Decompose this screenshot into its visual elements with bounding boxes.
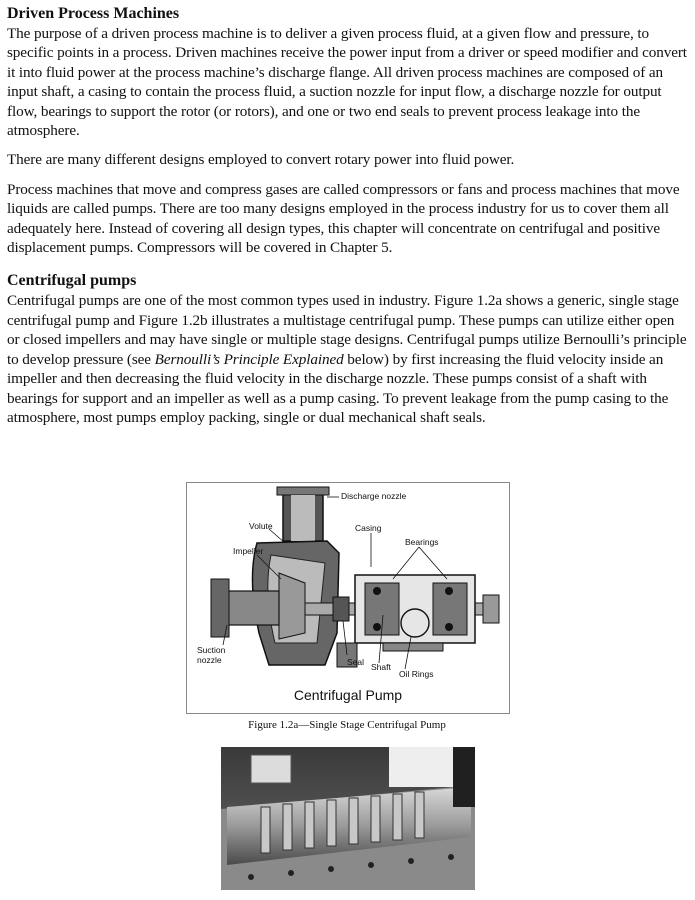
paragraph-purpose: The purpose of a driven process machine is to deliver a given process fluid, at a given flow and pressure, to specific points in a process. Driven machines receive the power input from a driver or speed modifier and convert it into fluid power at the process machine’s discharge flange. All driven process machines are composed of an input shaft, a casing to contain the process fluid, a suction nozzle for input flow, a discharge nozzle for output flow, bearings to support the rotor (or rotors), and one or two end seals to prevent process leakage into the atmosphere.: [7, 25, 687, 140]
paragraph-designs: There are many different designs employed to convert rotary power into fluid power.: [7, 151, 515, 169]
label-casing: Casing: [355, 523, 382, 533]
label-impeller: Impeller: [233, 546, 264, 556]
label-suction: Suction: [197, 645, 226, 655]
document-page: [7, 4, 689, 437]
label-volute: Volute: [249, 521, 273, 531]
pump-cross-section-drawing: [187, 483, 509, 713]
bernoulli-reference: Bernoulli’s Principle Explained: [154, 350, 344, 368]
label-nozzle: nozzle: [197, 655, 222, 665]
label-shaft: Shaft: [371, 662, 391, 672]
diagram-title: Centrifugal Pump: [293, 687, 403, 703]
section-heading-driven-machines: Driven Process Machines: [7, 5, 180, 22]
section-heading-centrifugal-pumps: Centrifugal pumps: [7, 272, 137, 290]
paragraph-centrifugal: [7, 291, 689, 427]
label-discharge-nozzle: Discharge nozzle: [341, 491, 407, 501]
centrifugal-pump-diagram: [186, 482, 510, 714]
label-bearings: Bearings: [405, 537, 439, 547]
multistage-pump-photo-drawing: [221, 747, 475, 890]
paragraph-centrifugal-part2: below) by first increasing the fluid velocity inside an impeller and then decreasing the fluid velocity in the discharge nozzle. These pumps consist of a shaft with bearings for support and an impeller as well as a pump casing. To prevent leakage from the pump casing to the atmosphere, most pumps employ packing, single or dual mechanical shaft seals.: [7, 350, 669, 426]
paragraph-compressors-pumps: Process machines that move and compress gases are called compressors or fans and process machines that move liquids are called pumps. There are too many designs employed in the process industry for us to cover them all adequately here. Instead of covering all design types, this chapter will concentrate on centrifugal and positive displacement pumps. Compressors will be covered in Chapter 5.: [7, 180, 680, 257]
multistage-pump-photo: [221, 747, 475, 890]
paragraph-centrifugal-part1: Centrifugal pumps are one of the most common types used in industry. Figure 1.2a shows a generic, single stage centrifugal pump and Figure 1.2b illustrates a multistage centrifugal pump. These pumps can utilize either open or closed impellers and may have single or multiple stage designs. Centrifugal pumps utilize Bernoulli’s principle to develop pressure (see: [7, 292, 687, 368]
label-oil-rings: Oil Rings: [399, 669, 434, 679]
label-seal: Seal: [347, 657, 365, 667]
figure-caption: Figure 1.2a—Single Stage Centrifugal Pump: [248, 719, 446, 731]
